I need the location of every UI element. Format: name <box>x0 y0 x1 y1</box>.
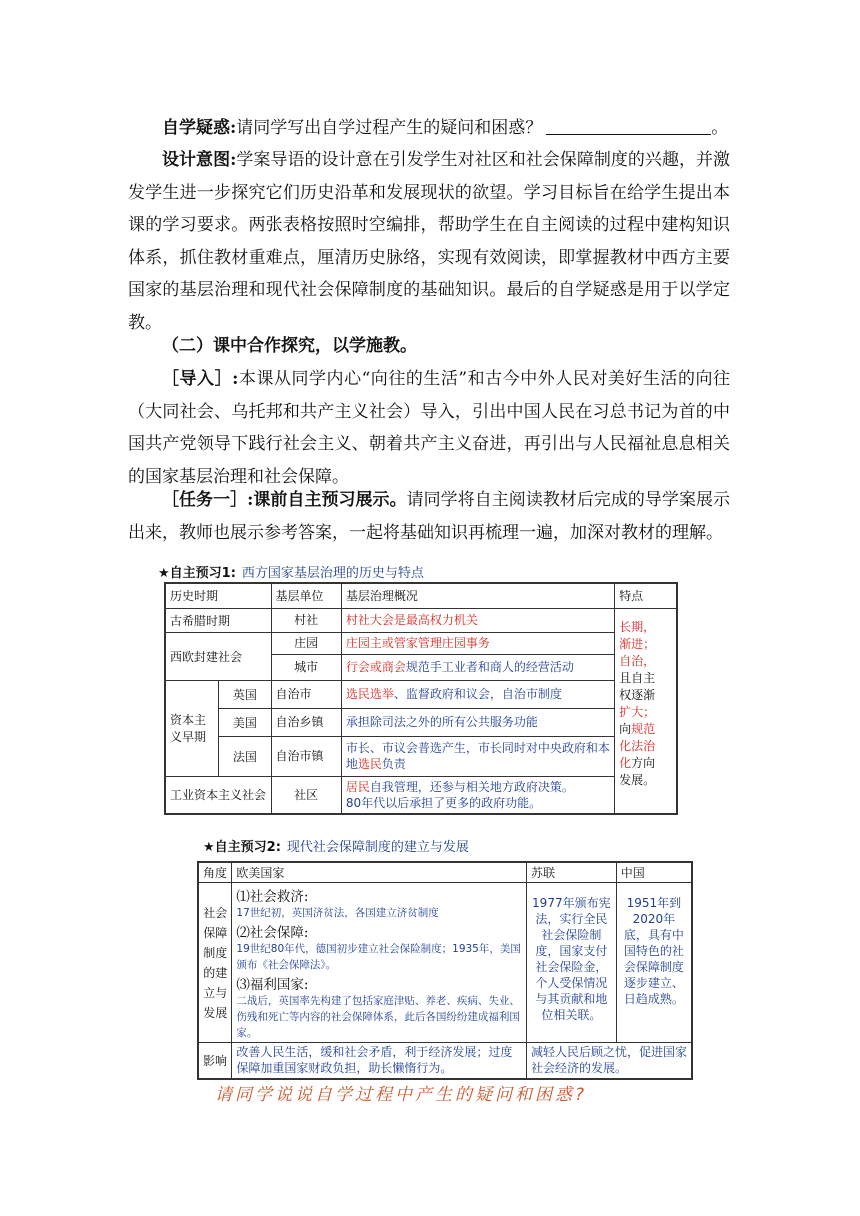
summary-greek: 村社大会是最高权力机关 <box>341 608 614 632</box>
table1-caption-star: ★自主预习1: <box>158 566 236 581</box>
self-study-label: 自学疑惑: <box>162 118 237 138</box>
feature-line: 化法治 <box>619 738 656 753</box>
header-ussr: 苏联 <box>526 862 616 883</box>
summary-city <box>341 654 614 680</box>
summary-uk <box>341 680 614 708</box>
summary-industrial-red: 居民 <box>345 779 370 794</box>
summary-uk-rest: 、监督政府和议会，自治市制度 <box>393 687 562 701</box>
period-greek: 古希腊时期 <box>165 608 271 632</box>
feature-word: 向 <box>619 721 632 736</box>
west-text-welfare: 二战后，英国率先构建了包括家庭津贴、养老、疾病、失业、伤残和死亡等内容的社会保障体系，此后各国纷纷建成福利国家。 <box>236 995 520 1039</box>
summary-city-red: 行会或商会 <box>345 660 406 674</box>
section-heading <box>128 330 730 363</box>
feature-word: 规范 <box>631 721 656 736</box>
country-us: 美国 <box>219 708 271 736</box>
feature-line: 权逐渐 <box>619 687 656 702</box>
period-feudal: 西欧封建社会 <box>165 632 271 680</box>
summary-industrial-c: 80年代以后承担了更多的政府功能。 <box>345 795 542 810</box>
impact-east: 减轻人民后顾之忧，促进国家社会经济的发展。 <box>526 1043 692 1079</box>
west-text-security: 19世纪80年代，德国初步建立社会保险制度；1935年，美国颁布《社会保障法》。 <box>236 943 521 971</box>
section-heading-text: （二）课中合作探究，以学施教。 <box>162 336 417 356</box>
unit-manor: 庄园 <box>271 632 341 654</box>
unit-commune: 自治市镇 <box>271 736 341 776</box>
social-security-table <box>197 861 693 1080</box>
summary-fr-red: 选民 <box>357 757 382 771</box>
west-heading-relief: ⑴社会救济: <box>236 889 309 905</box>
period-early-capitalism: 资本主义早期 <box>165 680 219 776</box>
task-one-paragraph <box>128 484 730 549</box>
header-summary: 基层治理概况 <box>341 583 614 608</box>
summary-uk-red: 选民选举 <box>345 687 394 701</box>
design-intent-paragraph <box>128 144 730 339</box>
task-one-label: ［任务一］:课前自主预习展示。 <box>162 490 407 510</box>
table1-caption-title: 西方国家基层治理的历史与特点 <box>241 566 424 581</box>
row-label-impact: 影响 <box>198 1043 232 1079</box>
feature-word: 方向 <box>631 755 656 770</box>
unit-city: 城市 <box>271 654 341 680</box>
closing-question: 请同学说说自学过程中产生的疑问和困惑? <box>215 1085 588 1105</box>
table2-caption <box>203 836 469 855</box>
feature-cell <box>615 608 677 814</box>
unit-borough: 自治市 <box>271 680 341 708</box>
summary-fr <box>341 736 614 776</box>
summary-industrial <box>341 776 614 814</box>
west-heading-security: ⑵社会保障: <box>236 925 309 941</box>
table2-caption-title: 现代社会保障制度的建立与发展 <box>286 840 469 855</box>
header-feature: 特点 <box>615 583 677 608</box>
period: 。 <box>711 118 729 138</box>
header-period: 历史时期 <box>165 583 271 608</box>
feature-word: 化 <box>619 755 632 770</box>
summary-industrial-b: 自我管理，还参与相关地方政府决策。 <box>369 779 574 794</box>
header-china: 中国 <box>616 862 692 883</box>
feature-line: 长期， <box>619 619 656 634</box>
west-text-relief: 17世纪初，英国济贫法，各国建立济贫制度 <box>236 907 439 919</box>
ussr-cell: 1977年颁布宪法，实行全民社会保险制度，国家支付社会保险金，个人受保情况与其贡献和地位相关联。 <box>526 883 616 1043</box>
unit-village: 村社 <box>271 608 341 632</box>
feature-line: 渐进； <box>619 636 656 651</box>
country-fr: 法国 <box>219 736 271 776</box>
design-intent-text: 学案导语的设计意在引发学生对社区和社会保障制度的兴趣，并激发学生进一步探究它们历史沿革和发展现状的欲望。学习目标旨在给学生提出本课的学习要求。两张表格按照时空编排，帮助学生在自主阅读的过程中建构知识体系，抓住教材重难点，厘清历史脉络，实现有效阅读，即掌握教材中西方主要国家的基层治理和现代社会保障制度的基础知识。最后的自学疑惑是用于以学定教。 <box>128 150 731 333</box>
summary-fr-c: 负责 <box>381 757 406 771</box>
header-west: 欧美国家 <box>232 862 527 883</box>
impact-west: 改善人民生活，缓和社会矛盾，利于经济发展；过度保障加重国家财政负担，助长懒惰行为。 <box>232 1043 527 1079</box>
west-heading-welfare: ⑶福利国家: <box>236 977 309 993</box>
summary-city-rest: 规范手工业者和商人的经营活动 <box>405 660 574 674</box>
summary-manor: 庄园主或管家管理庄园事务 <box>341 632 614 654</box>
header-angle: 角度 <box>198 862 232 883</box>
feature-line: 自治， <box>619 653 656 668</box>
design-intent-label: 设计意图: <box>162 150 237 170</box>
self-study-text: 请同学写出自学过程产生的疑问和困惑？ <box>236 118 543 138</box>
summary-fr-a: 市长、市议会普选产生，市长同时对中央政府和本地 <box>345 741 610 771</box>
feature-line: 且自主 <box>619 670 656 685</box>
answer-blank[interactable] <box>546 116 711 135</box>
china-cell: 1951年到2020年底，具有中国特色的社会保障制度逐步建立、日趋成熟。 <box>616 883 692 1043</box>
intro-label: ［导入］: <box>162 369 239 389</box>
summary-us: 承担除司法之外的所有公共服务功能 <box>341 708 614 736</box>
feature-line: 扩大； <box>619 704 656 719</box>
row-label-establishment: 社会保障制度的建立与发展 <box>198 883 232 1043</box>
table1-caption <box>158 562 424 581</box>
period-industrial: 工业资本主义社会 <box>165 776 271 814</box>
self-study-question <box>128 112 730 145</box>
unit-community: 社区 <box>271 776 341 814</box>
intro-text: 本课从同学内心“向往的生活”和古今中外人民对美好生活的向往（大同社会、乌托邦和共产主义社会）导入，引出中国人民在习总书记为首的中国共产党领导下践行社会主义、朝着共产主义奋进，再引出与人民福祉息息相关的国家基层治理和社会保障。 <box>128 369 730 487</box>
header-unit: 基层单位 <box>271 583 341 608</box>
country-uk: 英国 <box>219 680 271 708</box>
task-one-text: 请同学将自主阅读教材后完成的导学案展示出来，教师也展示参考答案，一起将基础知识再梳理一遍，加深对教材的理解。 <box>128 490 731 543</box>
unit-township: 自治乡镇 <box>271 708 341 736</box>
table2-caption-star: ★自主预习2: <box>203 840 281 855</box>
feature-line: 发展。 <box>619 772 656 787</box>
governance-table <box>164 582 678 815</box>
west-development-cell <box>232 883 527 1043</box>
intro-paragraph <box>128 363 730 493</box>
